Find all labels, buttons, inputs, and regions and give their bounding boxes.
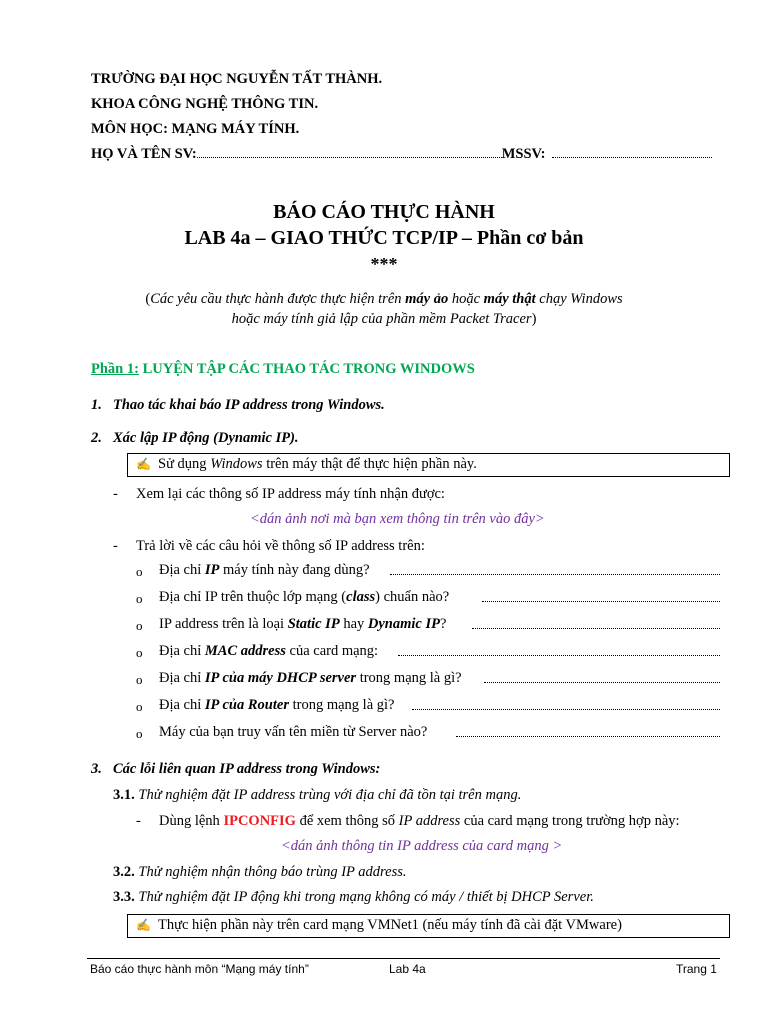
student-info-line (91, 146, 712, 162)
lab-title: LAB 4a – GIAO THỨC TCP/IP – Phần cơ bản (184, 227, 584, 249)
part1-heading: Phần 1: LUYỆN TẬP CÁC THAO TÁC TRONG WINDOWS (91, 361, 475, 377)
section-3-text: Các lỗi liên quan IP address trong Windows: (113, 761, 381, 777)
answer-field-dhcp[interactable] (484, 670, 720, 683)
pencil-hand-icon: ✍ (136, 918, 151, 932)
circle-bullet-icon: o (136, 591, 143, 606)
answer-field-mac[interactable] (398, 643, 720, 656)
footer-left: Báo cáo thực hành môn “Mạng máy tính” (90, 962, 309, 976)
university-name: TRƯỜNG ĐẠI HỌC NGUYỄN TẤT THÀNH. (91, 71, 383, 87)
section-1-heading: 1. (91, 397, 102, 413)
title-stars: *** (370, 254, 398, 274)
report-title: BÁO CÁO THỰC HÀNH (273, 201, 495, 223)
circle-bullet-icon: o (136, 618, 143, 633)
note-box-vmnet (127, 914, 730, 938)
circle-bullet-icon: o (136, 645, 143, 660)
pencil-hand-icon: ✍ (136, 457, 151, 471)
question-dns: Máy của bạn truy vấn tên miền từ Server nào? (159, 724, 428, 740)
circle-bullet-icon: o (136, 672, 143, 687)
section-1-text: Thao tác khai báo IP address trong Windows. (113, 397, 385, 413)
faculty-name: KHOA CÔNG NGHỆ THÔNG TIN. (91, 96, 319, 112)
note-text: Sử dụng Windows trên máy thật để thực hiện phần này. (158, 456, 477, 472)
answer-field-router[interactable] (412, 697, 720, 710)
image-placeholder-2[interactable]: <dán ảnh thông tin IP address của card mạng > (281, 838, 563, 854)
dash-bullet-icon: - (136, 813, 141, 829)
subject-name: MÔN HỌC: MẠNG MÁY TÍNH. (91, 121, 300, 137)
question-ip: Địa chỉ IP máy tính này đang dùng? (159, 562, 370, 578)
page-number: Trang 1 (676, 962, 717, 976)
question-static-dynamic: IP address trên là loại Static IP hay Dynamic IP? (159, 616, 447, 632)
review-instruction: Xem lại các thông số IP address máy tính nhận được: (136, 486, 445, 502)
student-name-label: HỌ VÀ TÊN SV: (91, 146, 197, 162)
answer-field-static-dynamic[interactable] (472, 616, 720, 629)
image-placeholder-1[interactable]: <dán ảnh nơi mà bạn xem thông tin trên vào đây> (250, 511, 545, 527)
answer-intro: Trả lời về các câu hỏi về thông số IP address trên: (136, 538, 425, 554)
subsection-3-1: 3.1. Thử nghiệm đặt IP address trùng với địa chỉ đã tồn tại trên mạng. (113, 787, 522, 803)
note-text-vmnet: Thực hiện phần này trên card mạng VMNet1 (nếu máy tính đã cài đặt VMware) (158, 917, 622, 933)
answer-field-ip[interactable] (390, 562, 720, 575)
answer-field-class[interactable] (482, 589, 720, 602)
section-3-number: 3. (91, 761, 102, 777)
student-id-label: MSSV: (501, 146, 546, 162)
intro-line-2: hoặc máy tính giả lập của phần mềm Packet Tracer) (231, 311, 537, 327)
question-class: Địa chỉ IP trên thuộc lớp mạng (class) chuẩn nào? (159, 589, 450, 605)
section-2-number: 2. (91, 430, 102, 446)
circle-bullet-icon: o (136, 726, 143, 741)
question-dhcp: Địa chỉ IP của máy DHCP server trong mạng là gì? (159, 670, 462, 686)
student-id-field[interactable] (552, 146, 712, 158)
question-mac: Địa chỉ MAC address của card mạng: (159, 643, 379, 659)
dash-bullet-icon: - (113, 486, 118, 502)
ipconfig-command: IPCONFIG (223, 813, 296, 829)
circle-bullet-icon: o (136, 699, 143, 714)
intro-line-1: (Các yêu cầu thực hành được thực hiện trên máy ảo hoặc máy thật chạy Windows (145, 291, 623, 307)
subsection-3-2: 3.2. Thử nghiệm nhận thông báo trùng IP address. (113, 864, 407, 880)
question-router: Địa chỉ IP của Router trong mạng là gì? (159, 697, 395, 713)
subsection-3-3: 3.3. Thử nghiệm đặt IP động khi trong mạng không có máy / thiết bị DHCP Server. (113, 889, 594, 905)
answer-field-dns[interactable] (456, 724, 720, 737)
footer-divider (87, 958, 720, 959)
ipconfig-instruction: Dùng lệnh IPCONFIG để xem thông số IP address của card mạng trong trường hợp này: (159, 813, 680, 829)
footer-center: Lab 4a (389, 962, 426, 976)
student-name-field[interactable] (197, 146, 502, 158)
section-2-text: Xác lập IP động (Dynamic IP). (113, 430, 299, 446)
circle-bullet-icon: o (136, 564, 143, 579)
dash-bullet-icon: - (113, 538, 118, 554)
note-box-windows (127, 453, 730, 477)
